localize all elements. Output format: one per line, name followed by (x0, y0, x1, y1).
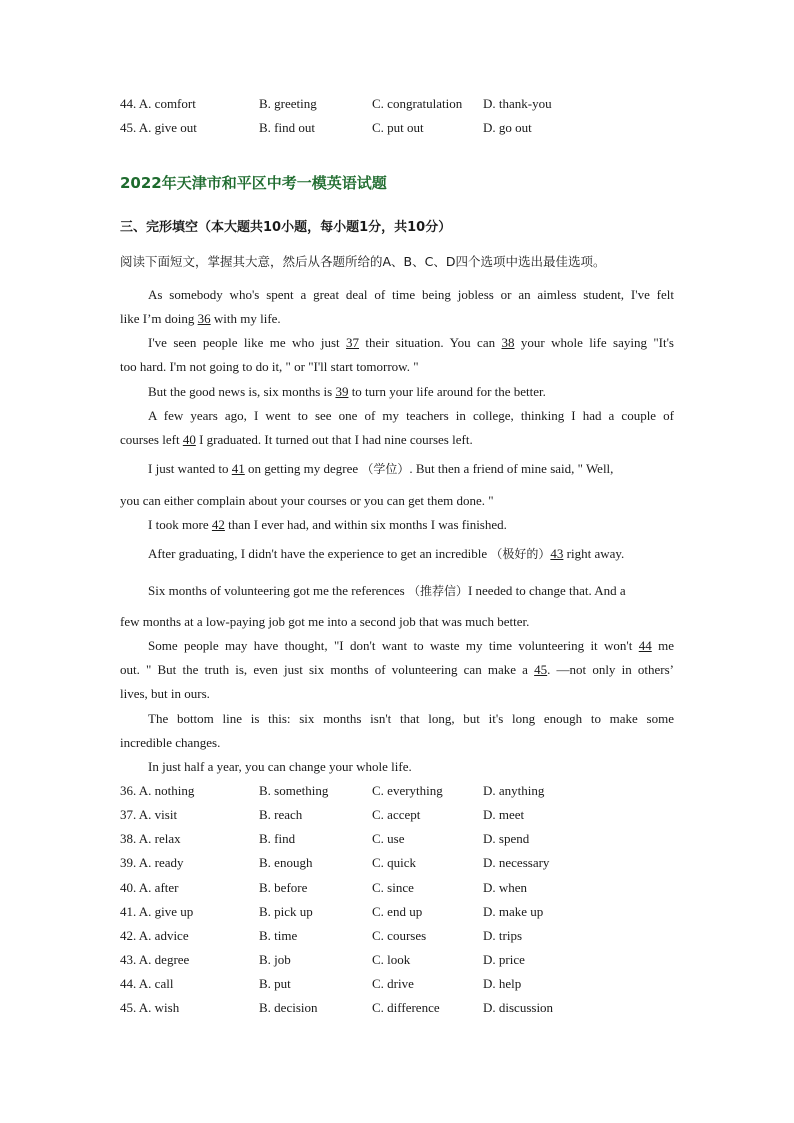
option-d: D. go out (483, 120, 532, 135)
passage-line: As somebody who's spent a great deal of time being jobless or an aimless student, I've felt (148, 287, 674, 302)
option-d: D. anything (483, 783, 545, 798)
passage-line: I just wanted to 41 on getting my degree （学位）. But then a friend of mine said, " Well, (148, 461, 614, 476)
option-c: C. look (372, 952, 411, 967)
option-d: D. make up (483, 904, 544, 919)
passage-line: incredible changes. (120, 735, 221, 750)
option-c: C. since (372, 880, 414, 895)
option-d: D. when (483, 880, 528, 895)
blank-40: 40 (182, 432, 196, 447)
passage-line: you can either complain about your courses or you can get them done. " (120, 493, 494, 508)
option-b: B. time (259, 928, 298, 943)
blank-42: 42 (211, 517, 225, 532)
option-d: D. thank-you (483, 96, 552, 111)
passage-line: too hard. I'm not going to do it, " or "I'll start tomorrow. " (120, 359, 419, 374)
option-b: B. greeting (259, 96, 317, 111)
option-b: B. pick up (259, 904, 313, 919)
passage-line: few months at a low-paying job got me into a second job that was much better. (120, 614, 530, 629)
option-c: C. congratulation (372, 96, 463, 111)
passage-line: courses left 40 I graduated. It turned out that I had nine courses left. (120, 432, 473, 447)
option-c: C. difference (372, 1000, 440, 1015)
section-heading: 三、完形填空（本大题共10小题，每小题1分，共10分） (120, 220, 452, 235)
blank-38: 38 (501, 335, 515, 350)
option-b: B. reach (259, 807, 303, 822)
option-c: C. accept (372, 807, 421, 822)
passage-line: After graduating, I didn't have the experience to get an incredible （极好的）43 right away. (148, 546, 625, 561)
blank-37: 37 (346, 335, 360, 350)
passage-line: I took more 42 than I ever had, and within six months I was finished. (148, 517, 507, 532)
option-c: C. drive (372, 976, 414, 991)
option-a: 43. A. degree (120, 952, 190, 967)
blank-41: 41 (231, 461, 245, 476)
option-b: B. decision (259, 1000, 318, 1015)
option-d: D. necessary (483, 855, 550, 870)
passage-line: I've seen people like me who just 37 their situation. You can 38 your whole life saying "It's (148, 335, 674, 350)
blank-45: 45 (534, 662, 548, 677)
option-a: 44. A. comfort (120, 96, 196, 111)
option-d: D. meet (483, 807, 525, 822)
option-b: B. put (259, 976, 291, 991)
passage-line: Some people may have thought, "I don't want to waste my time volunteering it won't 44 me (148, 638, 674, 653)
option-a: 37. A. visit (120, 807, 178, 822)
passage-line: A few years ago, I went to see one of my teachers in college, thinking I had a couple of (148, 408, 674, 423)
option-a: 38. A. relax (120, 831, 181, 846)
instruction-text: 阅读下面短文，掌握其大意，然后从各题所给的A、B、C、D四个选项中选出最佳选项。 (120, 254, 606, 269)
passage-line: Six months of volunteering got me the references （推荐信）I needed to change that. And a (148, 583, 626, 598)
exam-title: 2022年天津市和平区中考一模英语试题 (120, 174, 387, 192)
option-c: C. use (372, 831, 405, 846)
option-d: D. help (483, 976, 522, 991)
option-a: 36. A. nothing (120, 783, 195, 798)
passage-line: like I’m doing 36 with my life. (120, 311, 281, 326)
option-b: B. before (259, 880, 308, 895)
option-a: 41. A. give up (120, 904, 194, 919)
option-a: 45. A. give out (120, 120, 197, 135)
passage-line: lives, but in ours. (120, 686, 210, 701)
option-a: 45. A. wish (120, 1000, 180, 1015)
option-a: 42. A. advice (120, 928, 189, 943)
option-b: B. job (259, 952, 291, 967)
option-a: 39. A. ready (120, 855, 184, 870)
passage-line: In just half a year, you can change your whole life. (148, 759, 412, 774)
passage-line: But the good news is, six months is 39 to turn your life around for the better. (148, 384, 546, 399)
option-b: B. enough (259, 855, 313, 870)
option-c: C. end up (372, 904, 423, 919)
option-d: D. spend (483, 831, 530, 846)
option-c: C. put out (372, 120, 424, 135)
blank-44: 44 (638, 638, 652, 653)
option-b: B. something (259, 783, 329, 798)
option-b: B. find (259, 831, 296, 846)
option-c: C. quick (372, 855, 417, 870)
blank-36: 36 (197, 311, 211, 326)
passage-line: out. " But the truth is, even just six months of volunteering can make a 45. —not only in others’ (120, 662, 674, 677)
option-b: B. find out (259, 120, 315, 135)
option-d: D. trips (483, 928, 522, 943)
option-c: C. courses (372, 928, 427, 943)
option-d: D. discussion (483, 1000, 554, 1015)
blank-39: 39 (335, 384, 349, 399)
option-d: D. price (483, 952, 525, 967)
passage-line: The bottom line is this: six months isn't that long, but it's long enough to make some (148, 711, 674, 726)
option-a: 40. A. after (120, 880, 179, 895)
option-c: C. everything (372, 783, 443, 798)
blank-43: 43 (550, 546, 564, 561)
option-a: 44. A. call (120, 976, 174, 991)
